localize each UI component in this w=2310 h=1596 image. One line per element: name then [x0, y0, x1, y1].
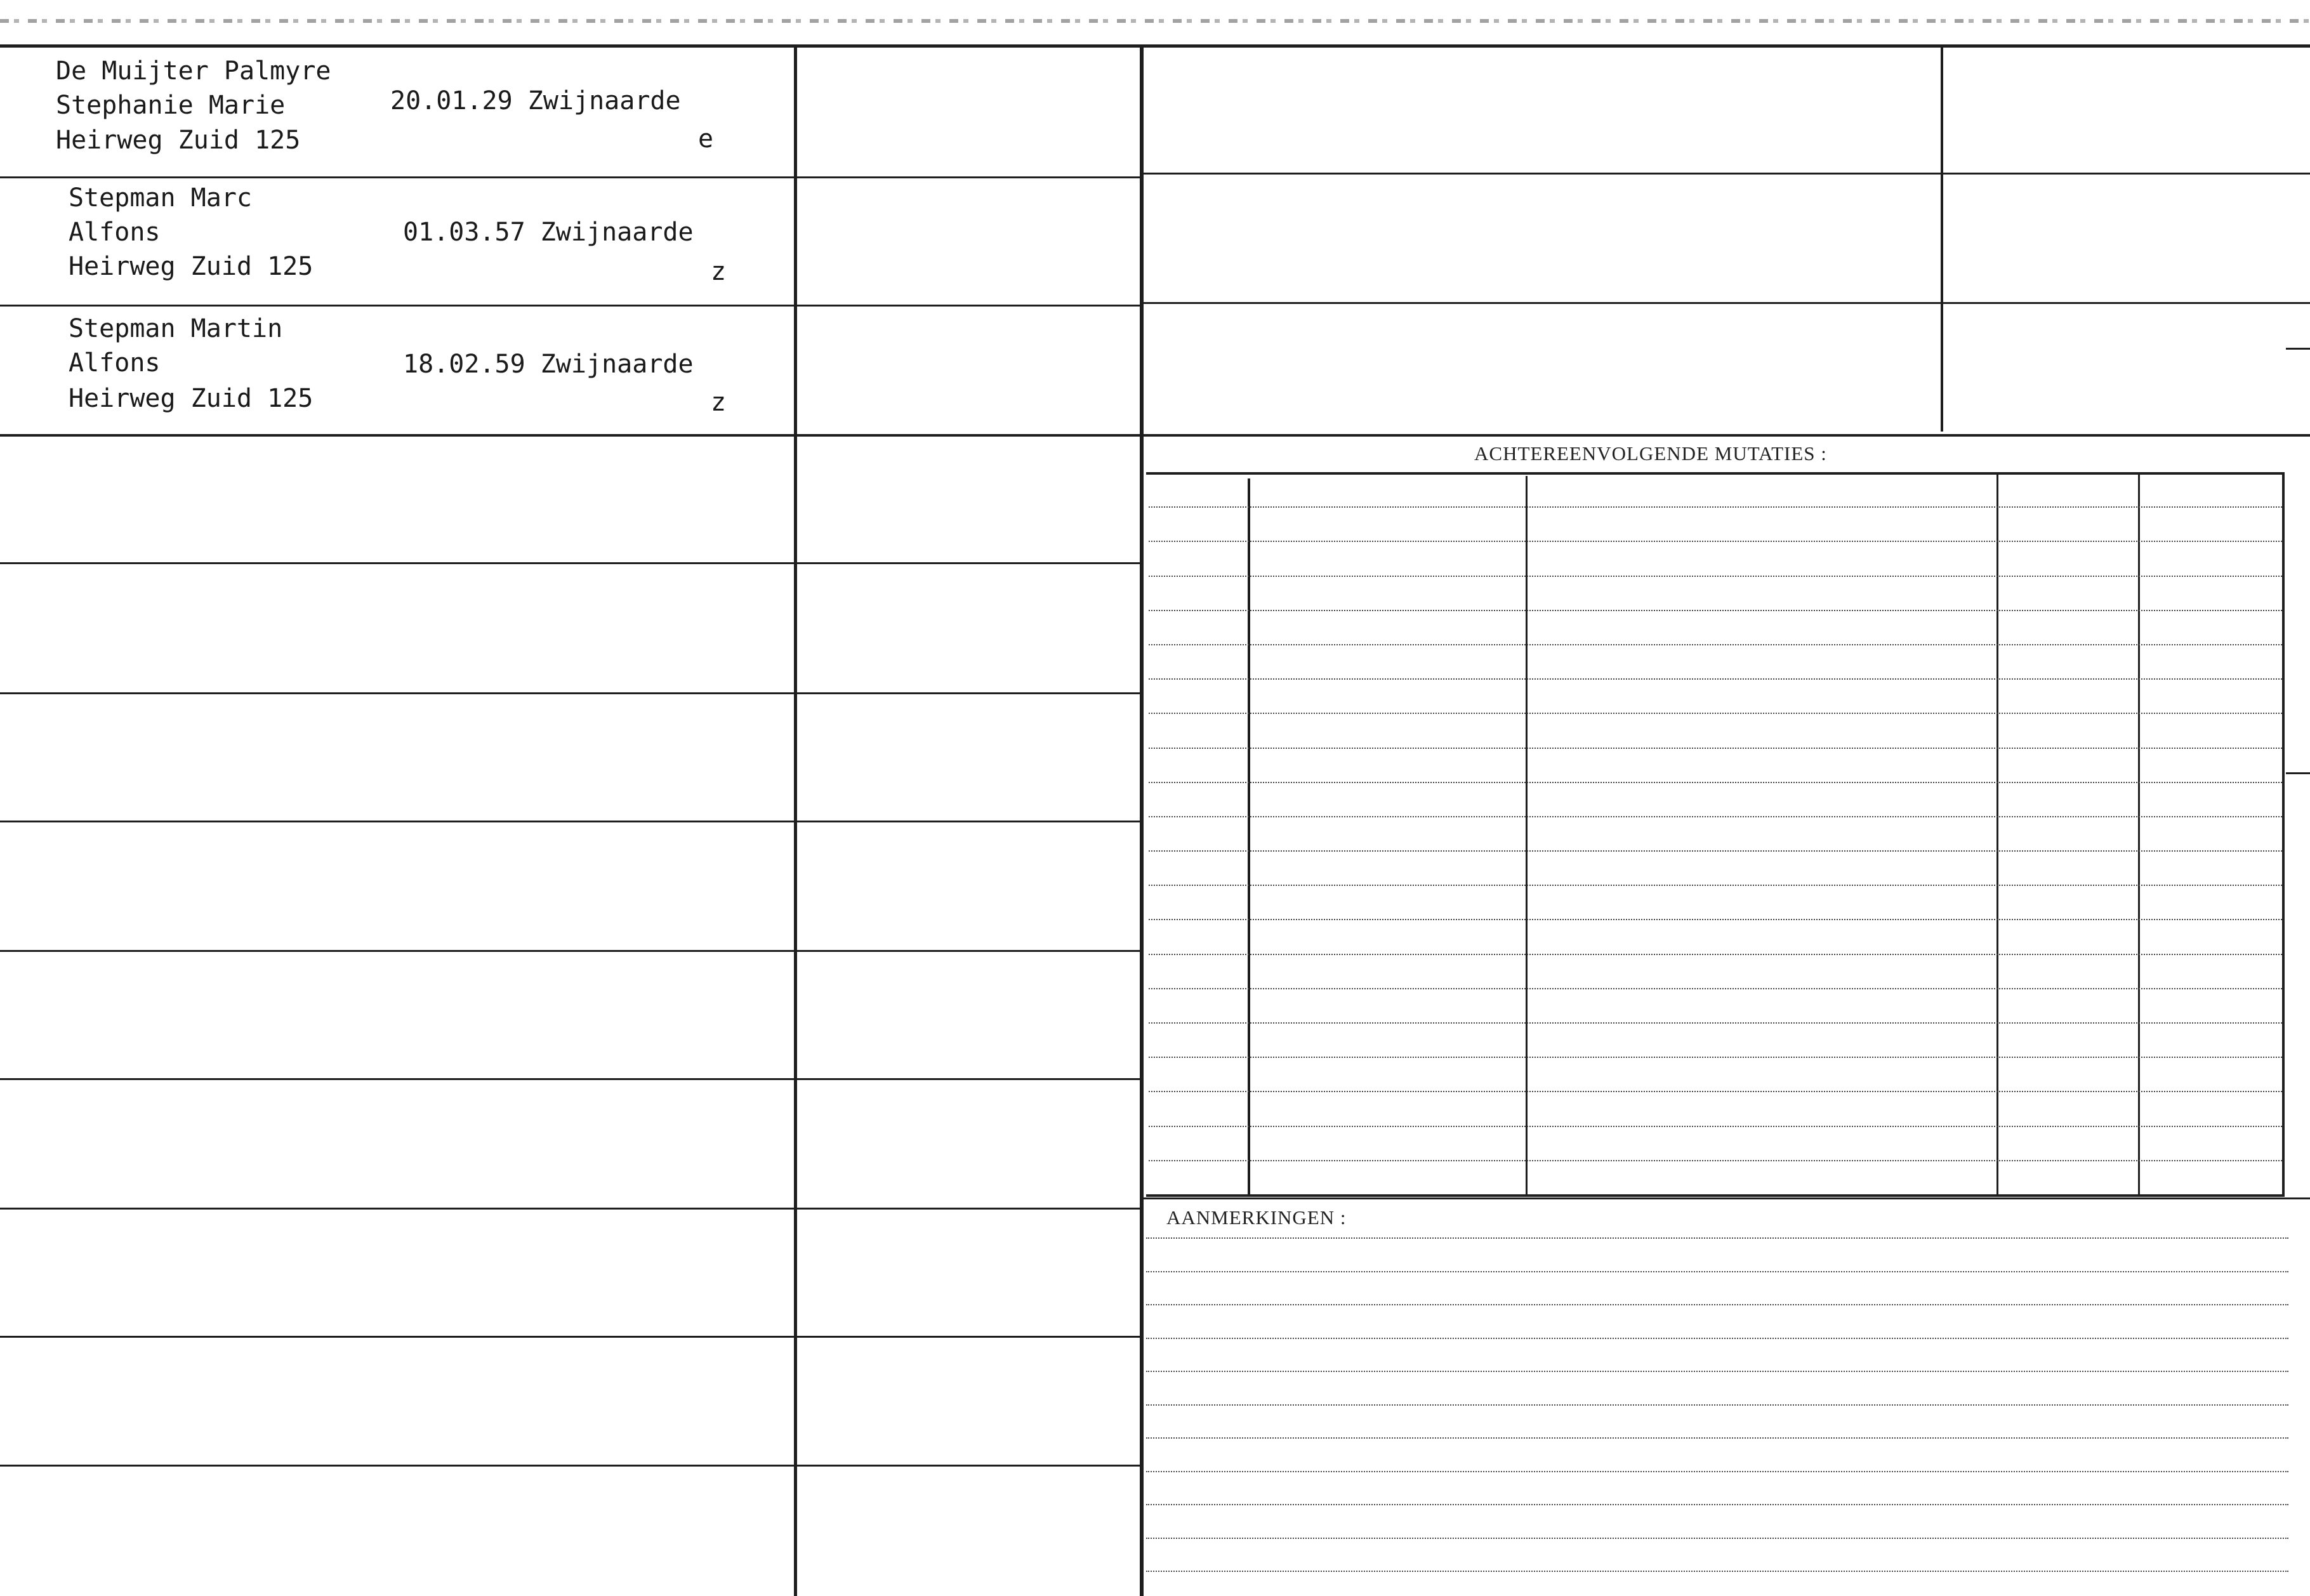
table-border-top: [1146, 472, 2285, 475]
entry-given-names: Stephanie Marie: [56, 91, 286, 120]
edge-tick: [2286, 348, 2310, 350]
row-line: [0, 1208, 1140, 1210]
mutation-ruled-line: [1149, 1022, 2282, 1024]
entry-birth: 20.01.29 Zwijnaarde: [390, 86, 681, 115]
table-col-line: [2138, 475, 2140, 1194]
entry-name: De Muijter Palmyre: [56, 56, 331, 86]
row-line: [0, 950, 1140, 952]
entry-code: e: [698, 124, 714, 154]
row-line: [0, 305, 1140, 307]
mutation-ruled-line: [1149, 713, 2282, 714]
mutation-ruled-line: [1149, 644, 2282, 645]
row-line: [1144, 173, 2310, 175]
row-line: [1144, 302, 2310, 304]
entry-address: Heirweg Zuid 125: [56, 126, 301, 155]
row-line: [0, 692, 1140, 694]
row-line: [0, 434, 2310, 437]
remark-ruled-line: [1146, 1304, 2288, 1305]
entry-name: Stepman Marc: [69, 183, 252, 213]
mutation-ruled-line: [1149, 988, 2282, 989]
remark-ruled-line: [1146, 1538, 2288, 1539]
row-line: [0, 1078, 1140, 1080]
mutation-ruled-line: [1149, 506, 2282, 508]
remark-ruled-line: [1146, 1271, 2288, 1272]
entry-code: z: [711, 388, 727, 417]
entry-name: Stepman Martin: [69, 314, 283, 343]
remark-ruled-line: [1146, 1471, 2288, 1472]
table-col-line: [1996, 475, 1998, 1194]
column-divider-3: [1941, 48, 1943, 432]
entry-address: Heirweg Zuid 125: [69, 252, 314, 281]
table-border-bottom: [1146, 1194, 2285, 1197]
entry-given-names: Alfons: [69, 218, 161, 247]
mutation-ruled-line: [1149, 576, 2282, 577]
remark-ruled-line: [1146, 1371, 2288, 1372]
mutation-ruled-line: [1149, 954, 2282, 955]
mutation-ruled-line: [1149, 919, 2282, 920]
remarks-header: AANMERKINGEN :: [1166, 1206, 1347, 1229]
row-line: [0, 1465, 1140, 1467]
remark-ruled-line: [1146, 1437, 2288, 1439]
remark-ruled-line: [1146, 1237, 2288, 1239]
remark-ruled-line: [1146, 1504, 2288, 1505]
top-rule: [0, 44, 2310, 48]
remark-ruled-line: [1146, 1338, 2288, 1339]
top-edge-scan: [0, 19, 2310, 23]
entry-code: z: [711, 257, 727, 286]
mutation-ruled-line: [1149, 850, 2282, 852]
remark-ruled-line: [1146, 1571, 2288, 1572]
table-col-line: [1526, 476, 1528, 1194]
edge-tick: [2286, 772, 2310, 774]
mutation-ruled-line: [1149, 541, 2282, 542]
mutation-ruled-line: [1149, 782, 2282, 783]
row-line: [0, 1336, 1140, 1338]
mutation-ruled-line: [1149, 1126, 2282, 1127]
mutation-ruled-line: [1149, 1160, 2282, 1161]
mutation-ruled-line: [1149, 610, 2282, 611]
entry-birth: 01.03.57 Zwijnaarde: [403, 218, 694, 247]
table-col-line: [1248, 478, 1250, 1194]
mutation-ruled-line: [1149, 885, 2282, 886]
mutation-ruled-line: [1149, 1091, 2282, 1092]
mutation-ruled-line: [1149, 678, 2282, 680]
mutation-ruled-line: [1149, 816, 2282, 817]
entry-address: Heirweg Zuid 125: [69, 384, 314, 413]
row-line: [0, 562, 1140, 564]
mutations-table: [1146, 472, 2285, 1197]
entry-birth: 18.02.59 Zwijnaarde: [403, 350, 694, 379]
table-border-right: [2282, 472, 2285, 1197]
remark-ruled-line: [1146, 1404, 2288, 1406]
row-line: [0, 176, 1140, 178]
remarks-top-rule: [1144, 1197, 2310, 1199]
mutations-header: ACHTEREENVOLGENDE MUTATIES :: [1474, 442, 1827, 465]
mutation-ruled-line: [1149, 748, 2282, 749]
mutation-ruled-line: [1149, 1057, 2282, 1058]
column-divider-2: [1140, 48, 1144, 1596]
entry-given-names: Alfons: [69, 348, 161, 378]
row-line: [0, 821, 1140, 822]
